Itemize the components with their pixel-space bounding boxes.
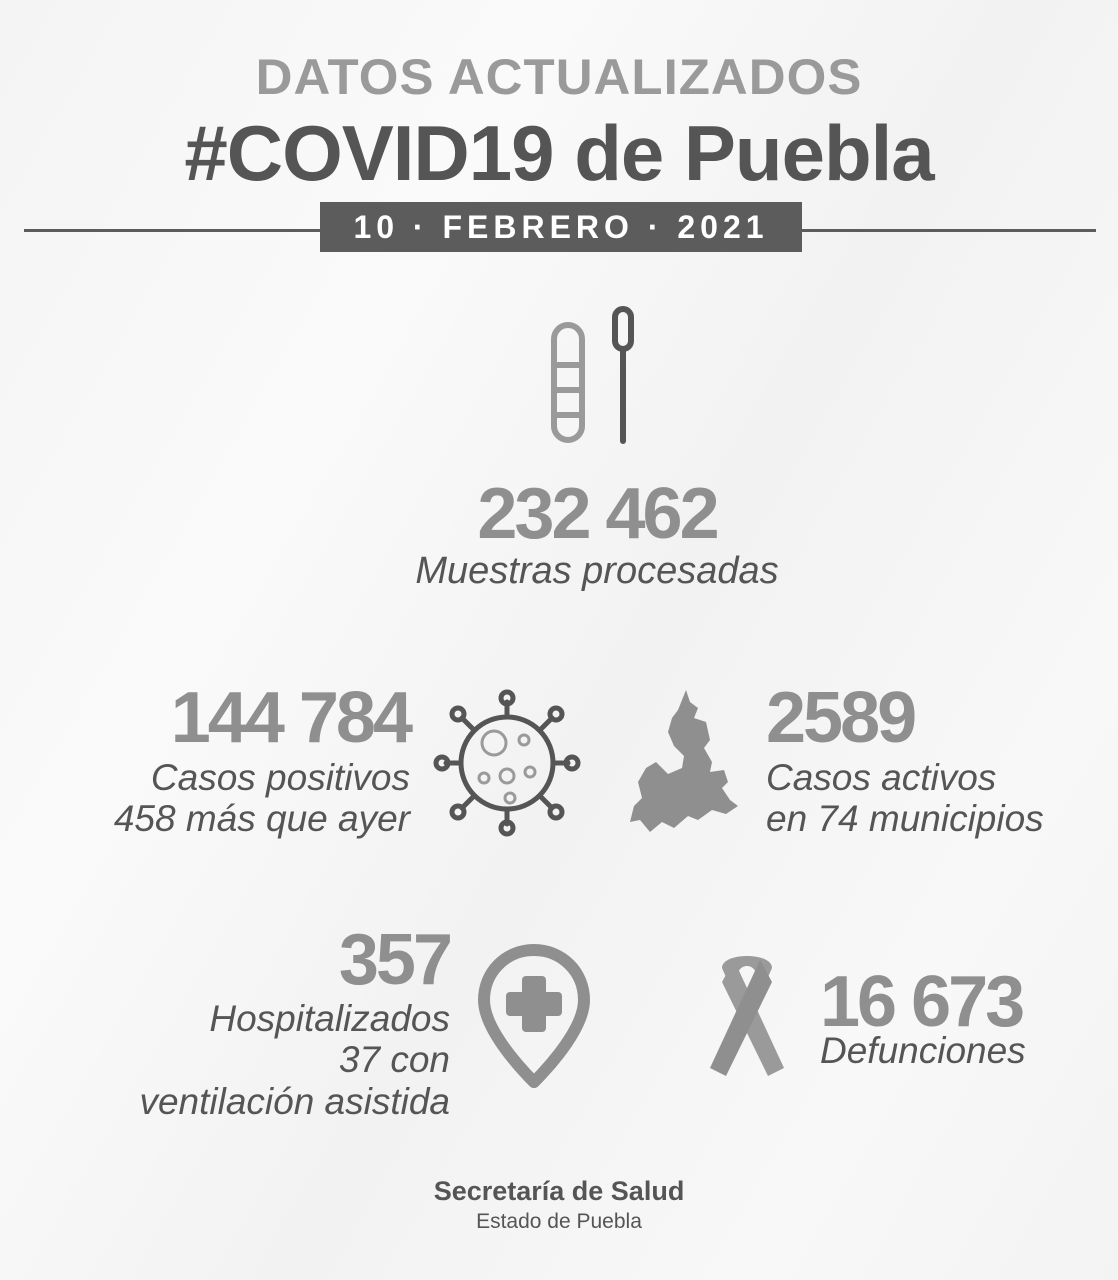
deaths-value: 16 673: [820, 962, 1023, 1042]
hospital-pin-icon: [474, 942, 594, 1092]
positive-value: 144 784: [170, 678, 410, 758]
active-label-line1: Casos activos: [766, 757, 997, 798]
puebla-map-icon: [628, 688, 740, 836]
samples-value: 232 462: [477, 474, 717, 554]
divider-right: [798, 229, 1096, 232]
date-text: 10 · FEBRERO · 2021: [353, 208, 769, 245]
header-kicker: DATOS ACTUALIZADOS: [255, 49, 863, 105]
virus-icon: [432, 688, 582, 838]
positive-sublabel: 458 más que ayer: [113, 798, 410, 840]
footer-org: Secretaría de Salud: [433, 1176, 685, 1206]
hospitalized-value: 357: [338, 920, 450, 1000]
test-tube-swab-icon: [545, 305, 640, 445]
divider-left: [24, 229, 324, 232]
active-label: [766, 757, 1044, 840]
active-value: 2589: [766, 678, 915, 758]
date-badge: [320, 202, 802, 252]
active-sublabel: en 74 municipios: [766, 798, 1044, 840]
positive-label-line1: Casos positivos: [150, 757, 410, 798]
hospitalized-sublabel1: 37 con: [338, 1039, 450, 1081]
samples-label: Muestras procesadas: [415, 550, 779, 592]
hospitalized-label: [60, 998, 450, 1122]
page-title: #COVID19 de Puebla: [184, 109, 934, 197]
hospitalized-label-line1: Hospitalizados: [209, 998, 450, 1039]
ribbon-icon: [692, 948, 802, 1078]
footer-state: Estado de Puebla: [476, 1210, 642, 1233]
positive-label: [60, 757, 410, 840]
deaths-label: Defunciones: [820, 1030, 1026, 1071]
hospitalized-sublabel2: ventilación asistida: [139, 1080, 450, 1122]
